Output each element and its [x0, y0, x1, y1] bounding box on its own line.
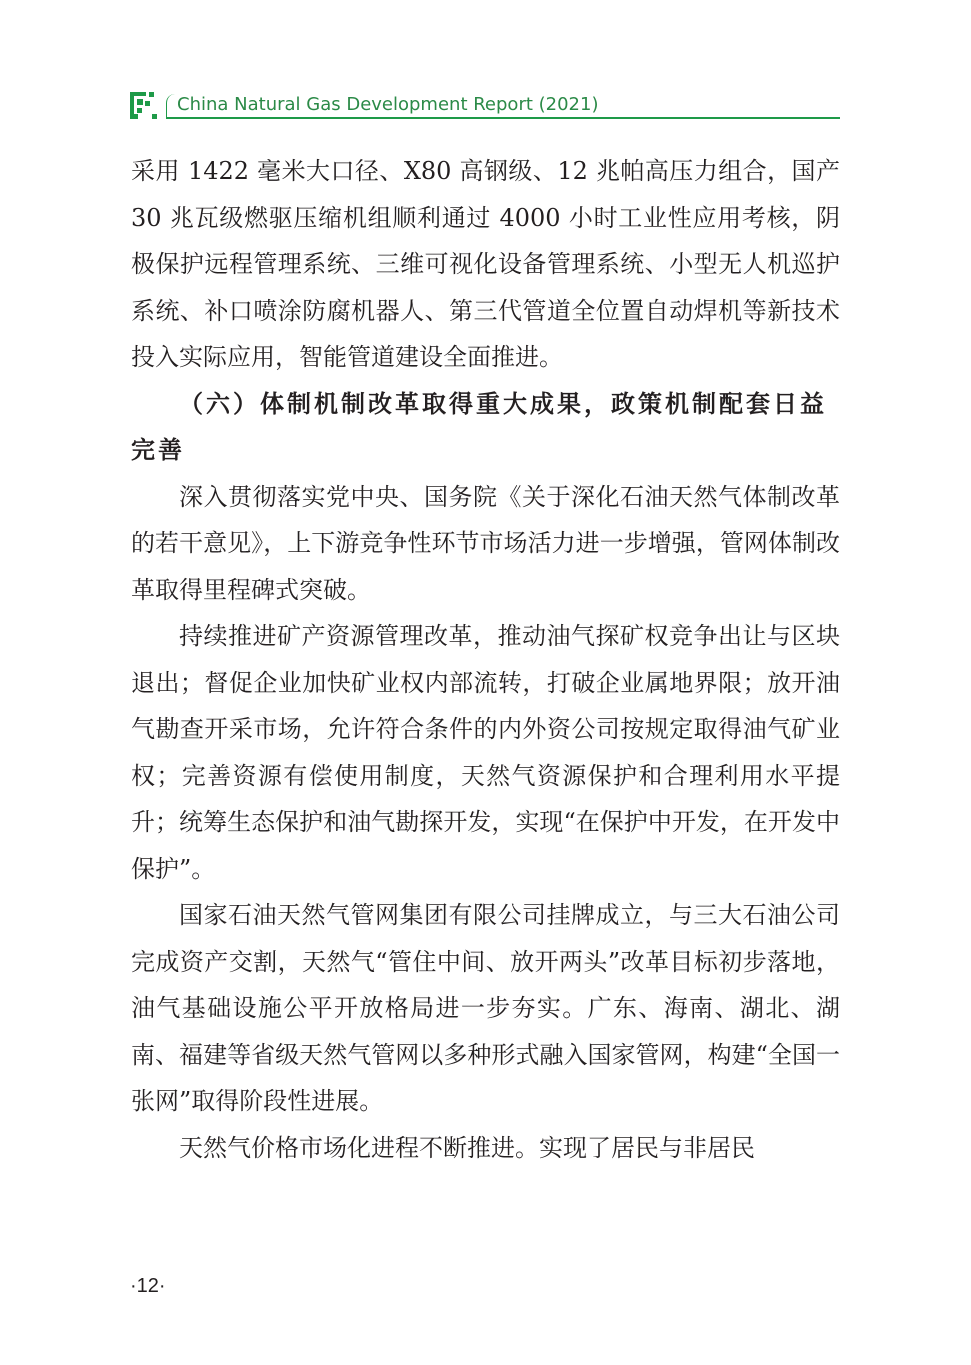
paragraph-gas-pricing: 天然气价格市场化进程不断推进。实现了居民与非居民 — [179, 1133, 755, 1162]
section-heading: （六）体制机制改革取得重大成果，政策机制配套日益完善 — [131, 389, 827, 464]
page-number: ·12· — [130, 1275, 166, 1297]
page-header — [130, 92, 840, 120]
header-title: China Natural Gas Development Report (2021) — [177, 94, 599, 115]
header-divider — [166, 117, 840, 119]
paragraph-reform-opinions: 深入贯彻落实党中央、国务院《关于深化石油天然气体制改革的若干意见》，上下游竞争性环节市场活力进一步增强，管网体制改革取得里程碑式突破。 — [131, 482, 840, 604]
main-content — [131, 148, 840, 1171]
header-tab-frame — [166, 94, 841, 118]
paragraph-mineral-reform: 持续推进矿产资源管理改革，推动油气探矿权竞争出让与区块退出；督促企业加快矿业权内部流转，打破企业属地界限；放开油气勘查开采市场，允许符合条件的内外资公司按规定取得油气矿业权；完善资源有偿使用制度，天然气资源保护和合理利用水平提升；统筹生态保护和油气勘探开发，实现“在保护中开发，在开发中保护”。 — [131, 622, 840, 883]
paragraph-pipeline-group: 国家石油天然气管网集团有限公司挂牌成立，与三大石油公司完成资产交割，天然气“管住中间、放开两头”改革目标初步落地，油气基础设施公平开放格局进一步夯实。广东、海南、湖北、湖南、福建等省级天然气管网以多种形式融入国家管网，构建“全国一张网”取得阶段性进展。 — [131, 901, 840, 1115]
report-logo-icon — [130, 92, 157, 119]
intro-paragraph: 采用 1422 毫米大口径、X80 高钢级、12 兆帕高压力组合，国产 30 兆瓦级燃驱压缩机组顺利通过 4000 小时工业性应用考核，阴极保护远程管理系统、三维可视化设备管理系统、小型无人机巡护系统、补口喷涂防腐机器人、第三代管道全位置自动焊机等新技术投入实际应用，智能管道建设全面推进。 — [131, 157, 840, 371]
